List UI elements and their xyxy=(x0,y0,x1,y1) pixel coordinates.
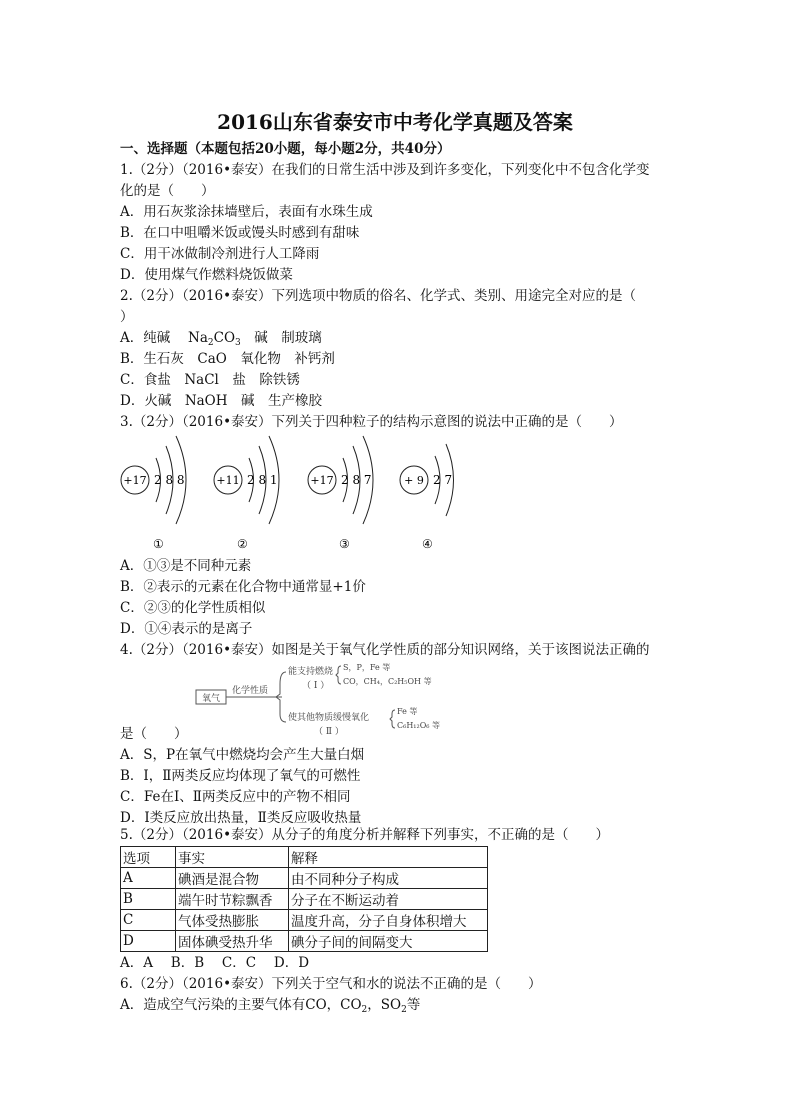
shell-electrons-3: 2 8 7 xyxy=(341,473,372,487)
burn-items-line2: CO，CH₄，C₂H₅OH 等 xyxy=(343,677,432,686)
nucleus-label-3: +17 xyxy=(310,474,334,487)
table-row xyxy=(121,868,488,889)
nucleus-label-4: + 9 xyxy=(404,474,424,487)
table-row xyxy=(121,889,488,910)
q4-option-c: C．Fe在Ⅰ、Ⅱ两类反应中的产物不相同 xyxy=(120,789,351,805)
q3-option-c: C．②③的化学性质相似 xyxy=(120,600,266,616)
q2-a-subscript-2: 3 xyxy=(235,338,241,348)
table-header-row xyxy=(121,847,488,868)
q6-a-subscript: 2 xyxy=(361,1005,368,1015)
chemical-property-label: 化学性质 xyxy=(232,686,269,696)
slow-items-line1: Fe 等 xyxy=(397,707,418,716)
slow-oxidation-label: 使其他物质缓慢氧化 xyxy=(288,713,370,723)
atom-diagram-3 xyxy=(308,436,373,551)
atom-label-3: ③ xyxy=(339,537,350,551)
q1-stem-line2: 化的是（ ） xyxy=(120,183,215,199)
q1-option-b: B．在口中咀嚼米饭或馒头时感到有甜味 xyxy=(120,225,360,241)
q4-option-d: D．Ⅰ类反应放出热量，Ⅱ类反应吸收热量 xyxy=(120,810,362,826)
q2-option-c: C．食盐 NaCl 盐 除铁锈 xyxy=(120,372,300,388)
q4-stem-line1: 4.（2分）（2016•泰安）如图是关于氧气化学性质的部分知识网络，关于该图说法正确的 xyxy=(120,642,650,658)
atom-label-2: ② xyxy=(237,537,248,551)
oxygen-label: 氧气 xyxy=(201,694,221,704)
page-title: 2016山东省泰安市中考化学真题及答案 xyxy=(217,110,573,134)
q3-option-b: B．②表示的元素在化合物中通常显+1价 xyxy=(120,579,366,595)
row-fact: 端午时节粽飘香 xyxy=(176,889,289,910)
table-row xyxy=(121,931,488,952)
atom-diagram-4 xyxy=(400,444,454,551)
burn-items-line1: S，P，Fe 等 xyxy=(343,663,391,672)
q6-a-text-end: 等 xyxy=(406,997,421,1013)
q1-stem-line1: 1.（2分）（2016•泰安）在我们的日常生活中涉及到许多变化，下列变化中不包含化学变 xyxy=(120,162,650,178)
q5-options: A．A B．B C．C D．D xyxy=(120,955,310,971)
atom-diagram-1 xyxy=(121,436,186,551)
section-heading: 一、选择题（本题包括20小题，每小题2分，共40分） xyxy=(120,141,451,157)
q2-a-text-mid: CO xyxy=(213,330,236,346)
q2-option-a xyxy=(120,329,322,352)
q6-a-text-mid: ，SO xyxy=(367,997,402,1013)
q2-option-b: B．生石灰 CaO 氧化物 补钙剂 xyxy=(120,351,335,367)
q1-option-d: D．使用煤气作燃料烧饭做菜 xyxy=(120,267,293,283)
q1-option-a: A．用石灰浆涂抹墙壁后，表面有水珠生成 xyxy=(120,204,373,220)
q4-stem-line2: 是（ ） xyxy=(120,726,188,742)
q6-a-text: A．造成空气污染的主要气体有CO，CO xyxy=(120,997,362,1013)
q3-option-a: A．①③是不同种元素 xyxy=(120,558,252,574)
row-option: A xyxy=(121,868,176,889)
header-fact: 事实 xyxy=(176,847,289,868)
roman-two-label: （ Ⅱ ） xyxy=(314,727,344,737)
q6-stem: 6.（2分）（2016•泰安）下列关于空气和水的说法不正确的是（ ） xyxy=(120,976,542,992)
row-fact: 固体碘受热升华 xyxy=(176,931,289,952)
q5-facts-table xyxy=(120,846,488,952)
row-explanation: 由不同种分子构成 xyxy=(289,868,488,889)
row-option: C xyxy=(121,910,176,931)
q2-stem-line1: 2.（2分）（2016•泰安）下列选项中物质的俗名、化学式、类别、用途完全对应的是（ xyxy=(120,288,637,304)
q4-option-b: B．Ⅰ，Ⅱ两类反应均体现了氧气的可燃性 xyxy=(120,768,361,784)
header-explanation: 解释 xyxy=(289,847,488,868)
slow-items-line2: C₆H₁₂O₆ 等 xyxy=(397,721,441,730)
q1-option-c: C．用干冰做制冷剂进行人工降雨 xyxy=(120,246,320,262)
atom-diagram-2 xyxy=(214,436,279,551)
row-explanation: 碘分子间的间隔变大 xyxy=(289,931,488,952)
q2-a-text-end: 碱 制玻璃 xyxy=(240,330,322,346)
q2-a-subscript: 2 xyxy=(207,338,214,348)
atom-label-4: ④ xyxy=(422,537,433,551)
q4-option-a: A．S，P在氧气中燃烧均会产生大量白烟 xyxy=(120,747,365,763)
nucleus-label-1: +17 xyxy=(123,474,147,487)
row-fact: 碘酒是混合物 xyxy=(176,868,289,889)
q6-a-subscript-2: 2 xyxy=(401,1005,407,1015)
row-fact: 气体受热膨胀 xyxy=(176,910,289,931)
q2-option-d: D．火碱 NaOH 碱 生产橡胶 xyxy=(120,393,323,409)
q5-stem: 5.（2分）（2016•泰安）从分子的角度分析并解释下列事实，不正确的是（ ） xyxy=(120,827,610,843)
atom-label-1: ① xyxy=(153,537,164,551)
row-option: B xyxy=(121,889,176,910)
q3-stem: 3.（2分）（2016•泰安）下列关于四种粒子的结构示意图的说法中正确的是（ ） xyxy=(120,414,623,430)
atom-structure-diagrams xyxy=(112,432,472,556)
q2-a-text: A．纯碱 Na xyxy=(120,330,208,346)
row-option: D xyxy=(121,931,176,952)
supports-combustion-label: 能支持燃烧 xyxy=(288,667,334,677)
row-explanation: 分子在不断运动着 xyxy=(289,889,488,910)
shell-electrons-1: 2 8 8 xyxy=(154,473,185,487)
q2-stem-line2: ） xyxy=(120,309,134,325)
q6-option-a xyxy=(120,996,420,1019)
nucleus-label-2: +11 xyxy=(216,474,240,487)
header-option: 选项 xyxy=(121,847,176,868)
q3-option-d: D．①④表示的是离子 xyxy=(120,621,253,637)
table-row xyxy=(121,910,488,931)
oxygen-knowledge-network xyxy=(190,660,470,738)
roman-one-label: （ Ⅰ ） xyxy=(302,681,330,691)
row-explanation: 温度升高，分子自身体积增大 xyxy=(289,910,488,931)
shell-electrons-4: 2 7 xyxy=(433,473,453,487)
shell-electrons-2: 2 8 1 xyxy=(247,473,278,487)
